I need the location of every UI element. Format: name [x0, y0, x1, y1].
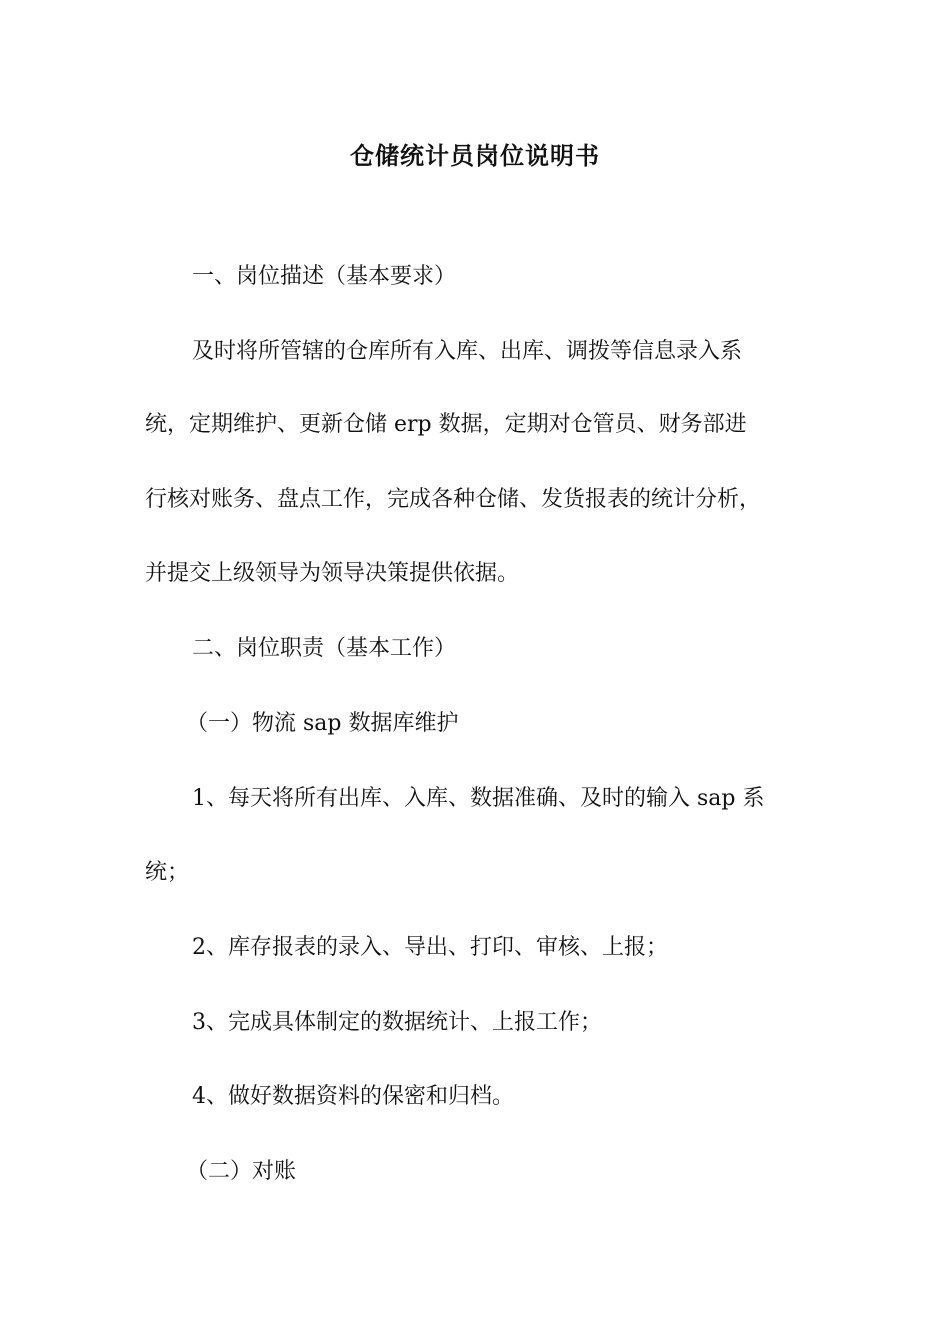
item4: 4、做好数据资料的保密和归档。 [192, 1084, 514, 1109]
section1-heading: 一、岗位描述（基本要求） [192, 264, 457, 289]
section1-para-line-1: 及时将所管辖的仓库所有入库、出库、调拨等信息录入系 [192, 339, 743, 364]
sub1-heading: （一）物流 sap 数据库维护 [186, 711, 459, 736]
item3: 3、完成具体制定的数据统计、上报工作； [192, 1010, 602, 1035]
item1-line-2: 统； [145, 860, 190, 885]
section1-para-line-2: 统，定期维护、更新仓储 erp 数据，定期对仓管员、财务部进 [145, 412, 747, 437]
sub2-heading: （二）对账 [186, 1159, 297, 1184]
item1-line-1: 1、每天将所有出库、入库、数据准确、及时的输入 sap 系 [192, 786, 765, 811]
section1-para-line-3: 行核对账务、盘点工作，完成各种仓储、发货报表的统计分析， [145, 487, 762, 512]
item2: 2、库存报表的录入、导出、打印、审核、上报； [192, 935, 668, 960]
section1-para-line-4: 并提交上级领导为领导决策提供依据。 [145, 561, 520, 586]
section2-heading: 二、岗位职责（基本工作） [192, 636, 457, 661]
document-title: 仓储统计员岗位说明书 [350, 141, 600, 170]
